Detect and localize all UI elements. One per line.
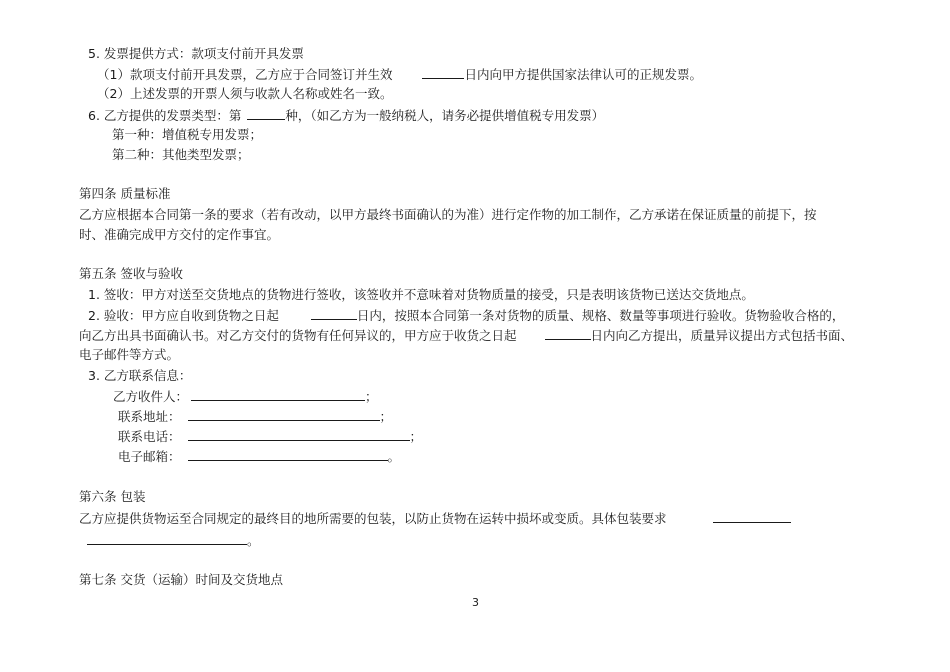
packaging-field-start[interactable]	[713, 510, 791, 523]
article-4-title: 第四条 质量标准	[79, 186, 171, 201]
punct: 。	[387, 449, 401, 464]
email-field[interactable]	[188, 448, 388, 461]
article-6-paragraph-line-2	[87, 532, 260, 549]
section-5-item-2: （2）上述发票的开票人须与收款人名称或姓名一致。	[97, 86, 393, 101]
receiver-field[interactable]	[191, 388, 365, 401]
text: 日内向乙方提出，质量异议提出方式包括书面、	[590, 328, 854, 343]
article-4-paragraph-line-1: 乙方应根据本合同第一条的要求（若有改动，以甲方最终书面确认的为准）进行定作物的加工制作，乙方承诺在保证质量的前提下，按	[79, 207, 817, 222]
article-5-item-2-line-2	[79, 327, 853, 344]
text: （1）款项支付前开具发票，乙方应于合同签订并生效	[97, 67, 393, 82]
article-5-item-3: 3. 乙方联系信息：	[88, 368, 192, 383]
text: 6. 乙方提供的发票类型：第	[88, 108, 242, 123]
article-5-item-2	[88, 307, 844, 324]
blank-field-days[interactable]	[422, 66, 464, 79]
article-6-title: 第六条 包装	[79, 489, 146, 504]
blank-field-inspection-days[interactable]	[311, 307, 357, 320]
article-4-paragraph-line-2: 时、准确完成甲方交付的定作事宜。	[79, 227, 280, 242]
text: 乙方应提供货物运至合同规定的最终目的地所需要的包装，以防止货物在运转中损坏或变质。具体包装要求	[79, 511, 667, 526]
text: 向乙方出具书面确认书。对乙方交付的货物有任何异议的，甲方应于收货之日起	[79, 328, 517, 343]
packaging-field-end[interactable]	[87, 532, 247, 545]
text: 种，（如乙方为一般纳税人，请务必提供增值税专用发票）	[285, 108, 605, 123]
address-field[interactable]	[188, 408, 380, 421]
phone-field[interactable]	[188, 428, 410, 441]
label: 联系电话：	[118, 429, 181, 444]
section-5-title: 5. 发票提供方式：款项支付前开具发票	[88, 46, 304, 61]
contact-receiver-row	[113, 388, 378, 405]
article-5-title: 第五条 签收与验收	[79, 266, 183, 281]
article-7-title: 第七条 交货（运输）时间及交货地点	[79, 572, 283, 587]
invoice-type-1: 第一种：增值税专用发票；	[112, 127, 263, 142]
contact-email-row	[118, 448, 400, 465]
section-6-title	[88, 107, 604, 124]
contact-address-row	[118, 408, 392, 425]
punct: ；	[379, 409, 393, 424]
punct: ；	[365, 389, 378, 404]
contact-phone-row	[118, 428, 422, 445]
label: 电子邮箱：	[118, 449, 181, 464]
page-number: 3	[472, 596, 479, 609]
text: 2. 验收：甲方应自收到货物之日起	[88, 308, 279, 323]
label: 联系地址：	[118, 409, 181, 424]
label: 乙方收件人：	[113, 389, 189, 404]
punct: 。	[247, 533, 260, 548]
section-5-item-1	[97, 66, 702, 83]
blank-field-invoice-type[interactable]	[247, 107, 285, 120]
text: 日内，按照本合同第一条对货物的质量、规格、数量等事项进行验收。货物验收合格的，	[356, 308, 845, 323]
invoice-type-2: 第二种：其他类型发票；	[112, 147, 250, 162]
blank-field-objection-days[interactable]	[545, 327, 591, 340]
article-5-item-1: 1. 签收：甲方对送至交货地点的货物进行签收，该签收并不意味着对货物质量的接受，只是表明该货物已送达交货地点。	[88, 287, 754, 302]
text: 日内向甲方提供国家法律认可的正规发票。	[464, 67, 702, 82]
article-5-item-2-line-3: 电子邮件等方式。	[79, 347, 180, 362]
article-6-paragraph	[79, 510, 791, 527]
punct: ；	[409, 429, 423, 444]
